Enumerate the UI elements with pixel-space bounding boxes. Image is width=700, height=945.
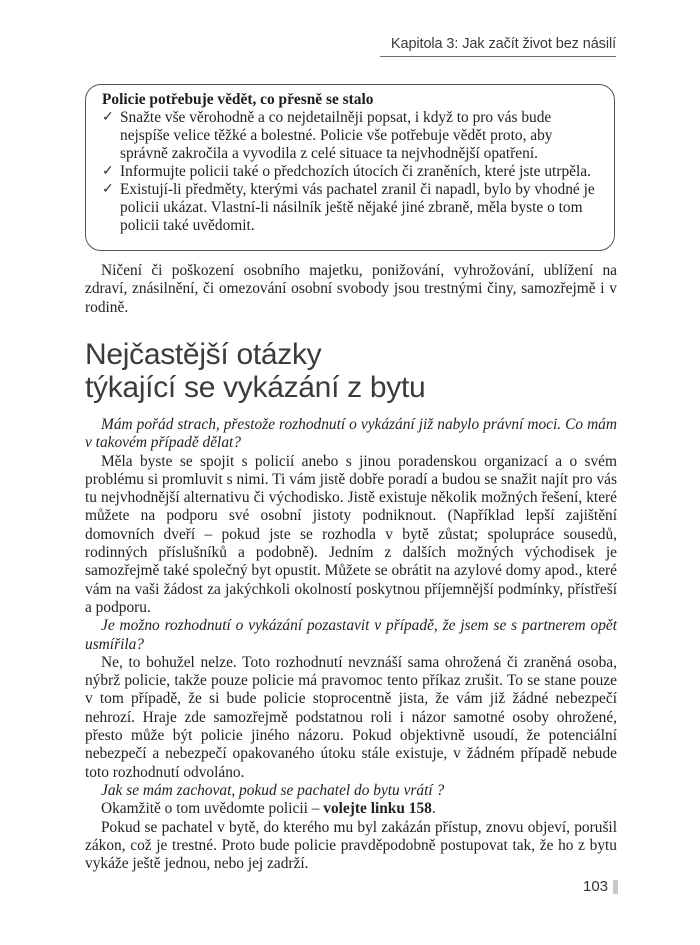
page-number: 103 <box>583 878 609 895</box>
checklist-item-text: Informujte policii také o předchozích útocích či zraněních, které jste utrpěla. <box>120 163 591 180</box>
emergency-number-callout: volejte linku 158 <box>323 800 432 818</box>
faq-question: Jak se mám zachovat, pokud se pachatel do bytu vrátí ? <box>101 781 445 799</box>
checklist-item-text: Existují-li předměty, kterými vás pachatel zranil či napadl, bylo by vhodné je policii ukázat. Vlastní-li násilník ještě nějaké jiné zbraně, měla byste o tom policii také uvědomit. <box>120 181 595 234</box>
checklist <box>102 109 600 235</box>
checkmark-icon: ✓ <box>102 164 114 179</box>
intro-section <box>85 262 617 317</box>
checklist-item-text: Snažte vše věrohodně a co nejdetailněji popsat, i když to pro vás bude nejspíše velice těžké a bolestné. Policie vše potřebuje vědět proto, aby správně zakročila a vyvodila z celé situace ta nejvhodnější opatření. <box>120 109 553 162</box>
checklist-item <box>102 181 600 235</box>
emergency-text-end: . <box>431 800 436 818</box>
info-box <box>85 84 615 251</box>
section-heading-line-1: Nejčastější otázky <box>85 338 322 371</box>
faq-body <box>85 416 617 873</box>
info-box-title: Policie potřebuje vědět, co přesně se stalo <box>102 91 374 108</box>
checkmark-icon: ✓ <box>102 182 114 197</box>
faq-answer: Pokud se pachatel v bytě, do kterého mu byl zakázán přístup, znovu objeví, porušil zákon, což je trestné. Proto bude policie pravděpodobně postupovat tak, že ho z bytu vykáže ještě jednou, nebo jej zadrží. <box>85 818 617 873</box>
faq-question: Mám pořád strach, přestože rozhodnutí o vykázání již nabylo právní moci. Co mám v takovém případě dělat? <box>85 416 617 452</box>
running-head: Kapitola 3: Jak začít život bez násilí <box>380 36 616 57</box>
section-heading-line-2: týkající se vykázání z bytu <box>85 371 426 404</box>
faq-answer: Ne, to bohužel nelze. Toto rozhodnutí nevznáší sama ohrožená či zraněná osoba, nýbrž policie, takže pouze policie má pravomoc tento příkaz zrušit. To se stane pouze v tom případě, že si bude policie stoprocentně jista, že vám již žádné nebezpečí nehrozí. Hraje zde samozřejmě podstatnou roli i názor samotné osoby ohrožené, přesto může být policie jiného názoru. Pokud objektivně usoudí, že potenciální nebezpečí a nebezpečí opakovaného útoku stále existuje, v žádném případě nebude toto rozhodnutí odvoláno. <box>85 653 617 781</box>
faq-question: Je možno rozhodnutí o vykázání pozastavit v případě, že jsem se s partnerem opět usmířila? <box>85 617 617 653</box>
faq-answer: Měla byste se spojit s policií anebo s jinou poradenskou organizací a o svém problému si promluvit s nimi. Ti vám jistě dobře poradí a budou se snažit najít pro vás tu nejvhodnější alternativu či východisko. Jistě existuje několik možných řešení, které můžete na podporu své osobní jistoty podniknout. (Například lepší zajištění domovních dveří – pokud jste se rozhodla v bytě zůstat; spolupráce sousedů, rodinných příslušníků a podobně). Jedním z dalších možných východisek je samozřejmě také společný byt opustit. Můžete se obrátit na azylové domy apod., které vám na vaši žádost za jakýchkoli okolností poskytnou příjemnější podmínky, přístřeší a podporu. <box>85 452 617 616</box>
section-heading <box>85 338 605 404</box>
faq-answer-emergency <box>85 800 617 818</box>
page-edge-marker <box>613 880 618 894</box>
intro-paragraph: Ničení či poškození osobního majetku, ponižování, vyhrožování, ublížení na zdraví, znásilnění, či omezování osobní svobody jsou trestnými činy, samozřejmě i v rodině. <box>85 262 617 316</box>
emergency-text: Okamžitě o tom uvědomte policii – <box>101 800 324 818</box>
checkmark-icon: ✓ <box>102 110 114 125</box>
checklist-item <box>102 109 600 163</box>
checklist-item <box>102 163 600 181</box>
